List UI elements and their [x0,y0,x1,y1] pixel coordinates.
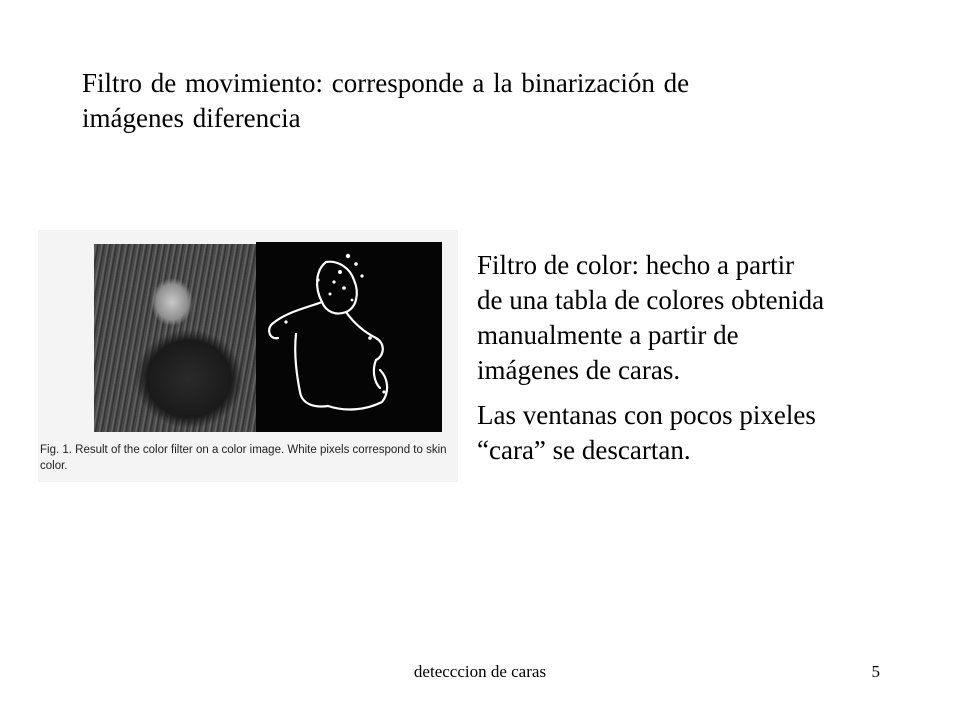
skin-mask-image [256,242,442,432]
footer-text: detecccion de caras [413,662,547,681]
slide-title: Filtro de movimiento: corresponde a la binarización de imágenes diferencia [82,68,690,133]
figure-caption: Fig. 1. Result of the color filter on a color image. White pixels correspond to skin color. [40,444,447,472]
body-paragraph-color-filter: Filtro de color: hecho a partir de una tabla de colores obtenida manualmente a partir de imágenes de caras. [477,250,825,385]
body-paragraph-windows: Las ventanas con pocos pixeles “cara” se descartan. [477,400,816,465]
color-filter-figure [38,230,458,482]
page-number: 5 [871,662,880,681]
slide-body [477,248,917,478]
child-photo [94,244,282,432]
